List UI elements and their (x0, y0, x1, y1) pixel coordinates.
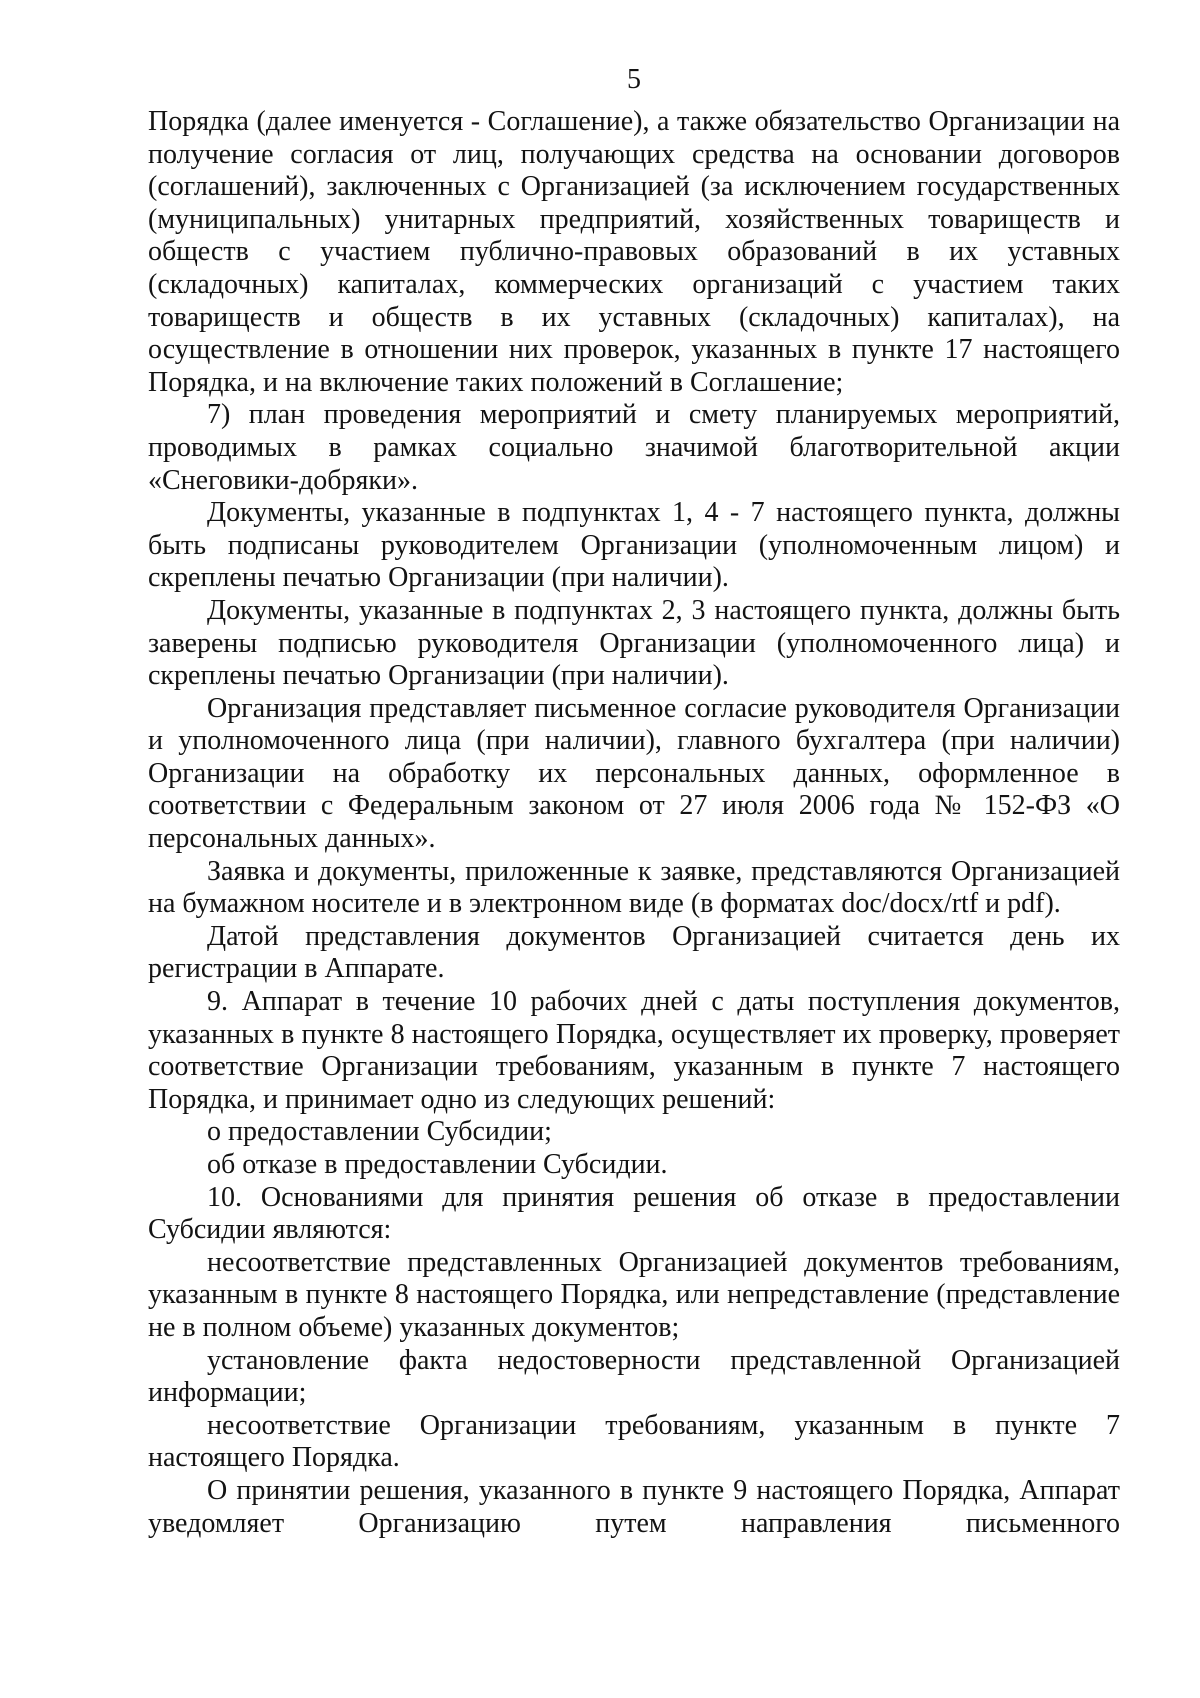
paragraph: о предоставлении Субсидии; (207, 1116, 552, 1148)
paragraph: 9. Аппарат в течение 10 рабочих дней с даты поступления документов, указанных в пункте 8 настоящего Порядка, осуществляет их проверку, проверяет соответствие Организации требованиям, указанным в пункте 7 настоящего Порядка, и принимает одно из следующих решений: (148, 986, 1120, 1115)
paragraph: Порядка (далее именуется - Соглашение), а также обязательство Организации на получение согласия от лиц, получающих средства на основании договоров (соглашений), заключенных с Организацией (за исключением государственных (муниципальных) унитарных предприятий, хозяйственных товариществ и обществ с участием публично-правовых образований в их уставных (складочных) капиталах, коммерческих организаций с участием таких товариществ и обществ в их уставных (складочных) капиталах), на осуществление в отношении них проверок, указанных в пункте 17 настоящего Порядка, и на включение таких положений в Соглашение; (148, 106, 1120, 398)
paragraph: Заявка и документы, приложенные к заявке, представляются Организацией на бумажном носителе и в электронном виде (в форматах doc/docx/rtf и pdf). (148, 855, 1120, 920)
paragraph: Документы, указанные в подпунктах 2, 3 настоящего пункта, должны быть заверены подписью руководителя Организации (уполномоченного лица) и скреплены печатью Организации (при наличии). (148, 594, 1120, 692)
paragraph: несоответствие Организации требованиям, указанным в пункте 7 настоящего Порядка. (148, 1409, 1120, 1474)
paragraph: установление факта недостоверности представленной Организацией информации; (148, 1344, 1120, 1409)
paragraph: Организация представляет письменное согласие руководителя Организации и уполномоченного лица (при наличии), главного бухгалтера (при наличии) Организации на обработку их персональных данных, оформленное в соответствии с Федеральным законом от 27 июля 2006 года № 152-ФЗ «О персональных данных». (148, 692, 1120, 855)
paragraph: Документы, указанные в подпунктах 1, 4 - 7 настоящего пункта, должны быть подписаны руководителем Организации (уполномоченным лицом) и скреплены печатью Организации (при наличии). (148, 497, 1120, 594)
paragraph: об отказе в предоставлении Субсидии. (207, 1149, 668, 1180)
paragraph: 7) план проведения мероприятий и смету планируемых мероприятий, проводимых в рамках социально значимой благотворительной акции «Снеговики-добряки». (148, 399, 1120, 496)
document-body (148, 106, 1120, 1540)
paragraph: Датой представления документов Организацией считается день их регистрации в Аппарате. (148, 920, 1120, 985)
paragraph: 10. Основаниями для принятия решения об отказе в предоставлении Субсидии являются: (148, 1181, 1120, 1246)
paragraph: О принятии решения, указанного в пункте 9 настоящего Порядка, Аппарат уведомляет Организацию путем направления письменного (148, 1474, 1120, 1539)
paragraph: несоответствие представленных Организацией документов требованиям, указанным в пункте 8 настоящего Порядка, или непредставление (представление не в полном объеме) указанных документов; (148, 1246, 1120, 1343)
page-number: 5 (627, 64, 641, 95)
